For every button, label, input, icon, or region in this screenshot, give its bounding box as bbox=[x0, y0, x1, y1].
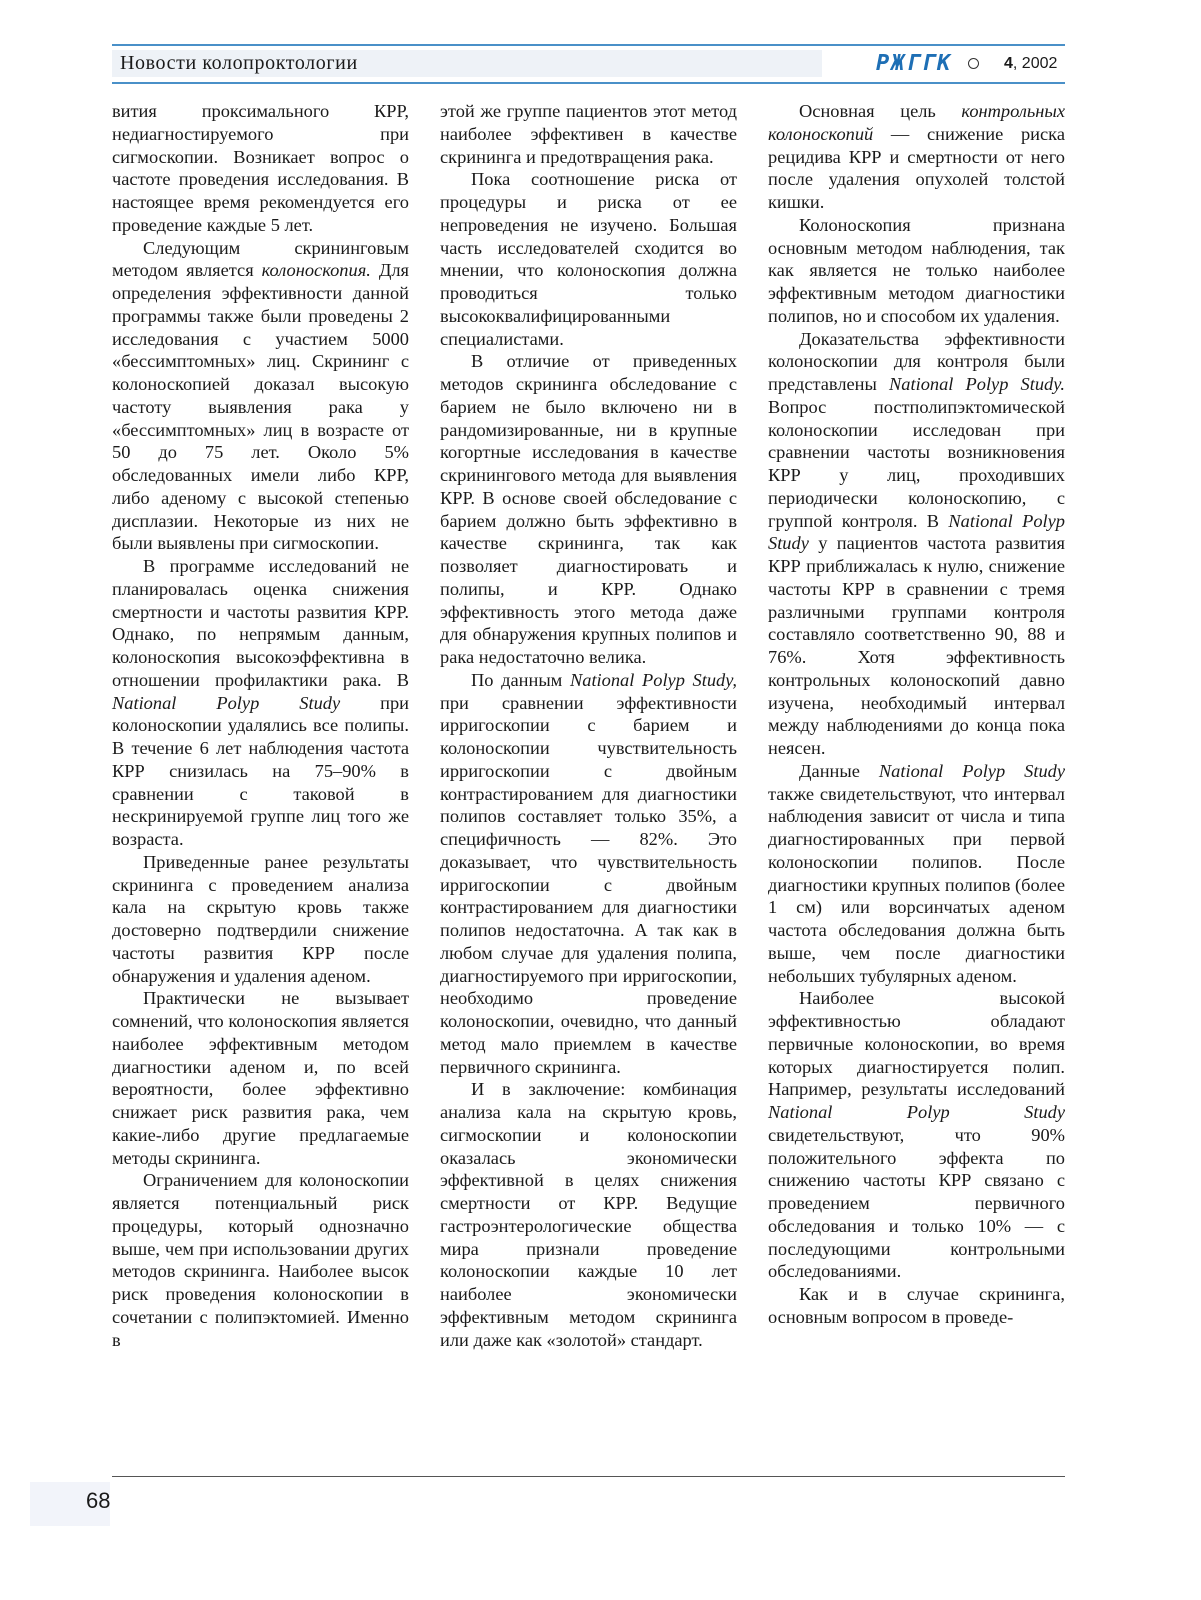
paragraph bbox=[768, 214, 1065, 328]
text-run: Данные bbox=[799, 760, 879, 781]
text-run: при колоноскопии удалялись все полипы. В течение 6 лет наблюдения частота КРР снизилась на 75–90% в сравнении с таковой в нескринируемой группе лиц того же возраста. bbox=[112, 692, 409, 849]
paragraph bbox=[440, 350, 737, 669]
paragraph bbox=[112, 237, 409, 556]
paragraph bbox=[440, 100, 737, 168]
paragraph bbox=[768, 760, 1065, 988]
paragraph bbox=[112, 987, 409, 1169]
text-run: этой же группе пациентов этот метод наиболее эффективен в качестве скрининга и предотвращения рака. bbox=[440, 101, 737, 167]
text-run: Вопрос постполипэктомической колоноскопии исследован при сравнении частоты возникновения КРР у лиц, проходивших периодически колоноскопию, с группой контроля. В bbox=[768, 396, 1065, 531]
issue-info bbox=[1004, 50, 1057, 77]
journal-logo: РЖГГК bbox=[876, 51, 953, 76]
text-run: Колоноскопия признана основным методом наблюдения, так как является не только наиболее эффективным методом диагностики полипов, но и способом их удаления. bbox=[768, 214, 1065, 326]
text-column-1 bbox=[112, 100, 409, 1351]
paragraph bbox=[768, 328, 1065, 760]
text-run: — снижение риска рецидива КРР и смертности от него после удаления опухолей толстой кишки. bbox=[768, 123, 1065, 212]
paragraph bbox=[112, 1169, 409, 1351]
issue-number: 4 bbox=[1004, 55, 1013, 72]
text-column-2 bbox=[440, 100, 737, 1351]
paragraph bbox=[440, 669, 737, 1079]
italic-text: National Polyp Study, bbox=[569, 669, 737, 690]
text-run: Основная цель bbox=[799, 101, 962, 121]
italic-text: National Polyp Study bbox=[768, 1102, 1065, 1122]
italic-text: National Polyp Study bbox=[112, 692, 341, 713]
issue-year: , 2002 bbox=[1012, 55, 1058, 72]
text-run: у пациентов частота развития КРР приближалась к нулю, снижение частоты КРР в сравнении с тремя различными группами контроля составляло соответственно 90, 88 и 76%. Хотя эффективность контрольных колоноскопий давно изучена, необходимый интервал между наблюдениями до конца пока неясен. bbox=[768, 533, 1065, 758]
italic-text: National Polyp Study bbox=[768, 510, 1066, 554]
text-run: Приведенные ранее результаты скрининга с проведением анализа кала на скрытую кровь также достоверно подтвердили снижение частоты развития КРР после обнаружения и удаления аденом. bbox=[112, 851, 409, 986]
circle-separator-icon bbox=[968, 58, 979, 69]
text-run: В отличие от приведенных методов скрининга обследование с барием не было включено ни в рандомизированные, ни в крупные когортные исследования в качестве скринингового метода для выявления КРР. В основе своей обследование с барием должно быть эффективно в качестве скрининга, так как позволяет диагностировать и полипы, и КРР. Однако эффективность этого метода даже для обнаружения крупных полипов и рака недостаточно велика. bbox=[440, 351, 737, 667]
italic-text: контрольных колоноскопий bbox=[768, 101, 1065, 144]
section-title: Новости колопроктологии bbox=[120, 52, 358, 74]
text-run: также свидетельствуют, что интервал наблюдения зависит от числа и типа диагностированных при первой колоноскопии полипов. После диагностики крупных полипов (более 1 см) или ворсинчатых аденом частота обследования должна быть выше, чем после диагностики небольших тубулярных аденом. bbox=[768, 783, 1065, 986]
header-rule-bottom bbox=[112, 82, 1065, 84]
text-column-3 bbox=[768, 100, 1065, 1329]
italic-text: колоноскопия. bbox=[261, 260, 371, 281]
text-run: Следующим скрининговым методом является bbox=[112, 237, 409, 281]
text-run: Доказательства эффективности колоноскопии для контроля были представлены bbox=[768, 328, 1065, 394]
paragraph bbox=[112, 851, 409, 988]
paragraph bbox=[768, 1283, 1065, 1329]
text-run: Ограничением для колоноскопии является потенциальный риск процедуры, который однозначно выше, чем при использовании других методов скрининга. Наиболее высок риск проведения колоноскопии в сочетании с полипэктомией. Именно в bbox=[112, 1170, 409, 1350]
paragraph bbox=[112, 555, 409, 851]
text-run: вития проксимального КРР, недиагностируемого при сигмоскопии. Возникает вопрос о частоте проведения исследования. В настоящее время рекомендуется его проведение каждые 5 лет. bbox=[112, 101, 409, 235]
footer-rule bbox=[112, 1476, 1065, 1477]
italic-text: National Polyp Study bbox=[878, 760, 1066, 781]
text-run: свидетельствуют, что 90% положительного эффекта по снижению частоты КРР связано с проведением первичного обследования и только 10% — с последующими контрольными обследованиями. bbox=[768, 1124, 1065, 1282]
paragraph bbox=[768, 100, 1065, 214]
paragraph bbox=[440, 168, 737, 350]
text-run: И в заключение: комбинация анализа кала на скрытую кровь, сигмоскопии и колоноскопии оказалась экономически эффективной в целях снижения смертности от КРР. Ведущие гастроэнтерологические общества мира признали проведение колоноскопии каждые 10 лет наиболее экономически эффективным методом скрининга или даже как «золотой» стандарт. bbox=[440, 1079, 737, 1350]
text-run: Наиболее высокой эффективностью обладают первичные колоноскопии, во время которых диагностируется полип. Например, результаты исследований bbox=[768, 988, 1065, 1100]
text-run: Практически не вызывает сомнений, что колоноскопия является наиболее эффективным методом диагностики аденом и, по всей вероятности, более эффективно снижает риск развития рака, чем какие-либо другие предлагаемые методы скрининга. bbox=[112, 988, 409, 1168]
paragraph bbox=[440, 1078, 737, 1351]
header-rule-top bbox=[112, 44, 1065, 46]
text-run: Как и в случае скрининга, основным вопросом в проведе- bbox=[768, 1284, 1065, 1327]
paragraph bbox=[768, 987, 1065, 1283]
text-run: По данным bbox=[471, 669, 570, 690]
paragraph bbox=[112, 100, 409, 237]
italic-text: National Polyp Study. bbox=[889, 374, 1065, 394]
page-number: 68 bbox=[86, 1488, 111, 1513]
text-run: Пока соотношение риска от процедуры и риска от ее непроведения не изучено. Большая часть исследователей сходится во мнении, что колоноскопия должна проводиться только высококвалифицированными специалистами. bbox=[440, 169, 737, 349]
text-run: при сравнении эффективности ирригоскопии с барием и колоноскопии чувствительность ирригоскопии с двойным контрастированием для диагностики полипов составляет только 35%, а специфичность — 82%. Это доказывает, что чувствительность ирригоскопии с двойным контрастированием для диагностики полипов недостаточна. А так как в любом случае для удаления полипа, диагностируемого при ирригоскопии, необходимо проведение колоноскопии, очевидно, что данный метод мало приемлем в качестве первичного скрининга. bbox=[440, 692, 737, 1077]
text-run: В программе исследований не планировалась оценка снижения смертности и частоты развития КРР. Однако, по непрямым данным, колоноскопия высокоэффективна в отношении профилактики рака. В bbox=[112, 556, 409, 690]
text-run: Для определения эффективности данной программы также были проведены 2 исследования с участием 5000 «бессимптомных» лиц. Скрининг с колоноскопией доказал высокую частоту выявления рака у «бессимптомных» лиц в возрасте от 50 до 75 лет. Около 5% обследованных имели либо КРР, либо аденому с высокой степенью дисплазии. Некоторые из них не были выявлены при сигмоскопии. bbox=[112, 260, 409, 554]
